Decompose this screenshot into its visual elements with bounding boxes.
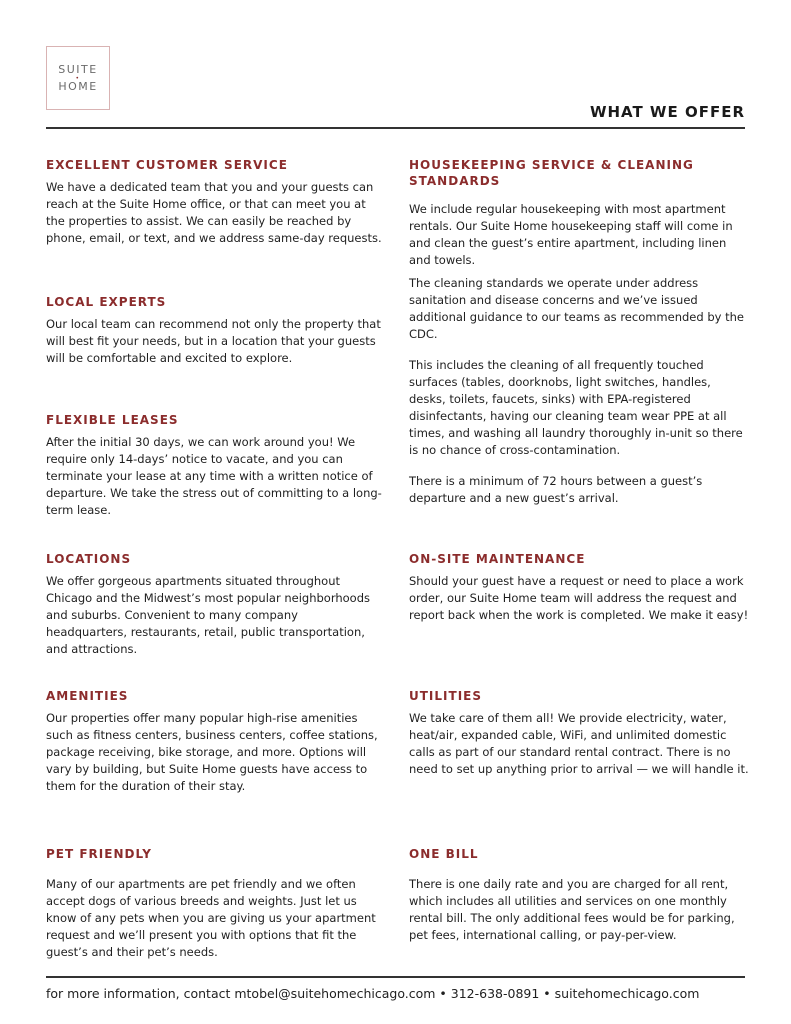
header-divider: [46, 127, 745, 129]
section-heading: AMENITIES: [46, 689, 129, 703]
section-body: We take care of them all! We provide electricity, water, heat/air, expanded cable, WiFi, and unlimited domestic calls as part of our standard rental contract. There is no need to set up anything prior to arrival — we will handle it.: [409, 711, 749, 776]
section-heading: FLEXIBLE LEASES: [46, 413, 179, 427]
section-body: We have a dedicated team that you and your guests can reach at the Suite Home office, or that can meet you at the properties to assist. We can easily be reached by phone, email, or text, and we address same-day requests.: [46, 180, 382, 245]
section-flexible-leases: [46, 412, 382, 525]
section-heading: PET FRIENDLY: [46, 847, 152, 861]
section-body: Should your guest have a request or need to place a work order, our Suite Home team will address the request and report back when the work is completed. We make it easy!: [409, 574, 749, 622]
section-body: There is a minimum of 72 hours between a guest’s departure and a new guest’s arrival.: [409, 474, 703, 505]
section-pet-friendly: [46, 846, 382, 967]
section-heading: LOCAL EXPERTS: [46, 295, 167, 309]
section-local-experts: [46, 294, 382, 373]
section-body: There is one daily rate and you are charged for all rent, which includes all utilities and services on one monthly rental bill. The only additional fees would be for parking, pet fees, international calling, or pay-per-view.: [409, 877, 735, 942]
section-body: The cleaning standards we operate under address sanitation and disease concerns and we’ve issued additional guidance to our teams as recommended by the CDC.: [409, 276, 744, 341]
section-heading: ON-SITE MAINTENANCE: [409, 552, 586, 566]
section-heading: HOUSEKEEPING SERVICE & CLEANING STANDARDS: [409, 158, 694, 188]
section-utilities: [409, 688, 749, 784]
footer-divider: [46, 976, 745, 978]
logo-text-bottom: HOME: [58, 79, 98, 93]
section-body: Many of our apartments are pet friendly and we often accept dogs of various breeds and weights. Just let us know of any pets when you are giving us your apartment request and we’ll present you with options that fit the guest’s and their pet’s needs.: [46, 877, 376, 959]
section-locations: [46, 551, 382, 664]
logo-dot: •: [75, 74, 81, 82]
section-body: We include regular housekeeping with most apartment rentals. Our Suite Home housekeeping staff will come in and clean the guest’s entire apartment, including linen and towels.: [409, 202, 733, 267]
footer-contact-info: for more information, contact mtobel@suitehomechicago.com • 312-638-0891 • suitehomechicago.com: [46, 986, 700, 1001]
section-body: Our local team can recommend not only the property that will best fit your needs, but in a location that your guests will be comfortable and excited to explore.: [46, 317, 381, 365]
section-heading: EXCELLENT CUSTOMER SERVICE: [46, 158, 288, 172]
section-housekeeping: [409, 157, 749, 513]
section-heading: LOCATIONS: [46, 552, 132, 566]
section-body: This includes the cleaning of all frequently touched surfaces (tables, doorknobs, light switches, handles, desks, toilets, faucets, sinks) with EPA-registered disinfectants, having our cleaning team wear PPE at all times, and washing all laundry thoroughly in-unit so there is no chance of cross-contamination.: [409, 358, 743, 457]
section-heading: UTILITIES: [409, 689, 482, 703]
section-on-site-maintenance: [409, 551, 749, 630]
section-amenities: [46, 688, 382, 801]
page-title: WHAT WE OFFER: [589, 103, 745, 121]
suite-home-logo: [46, 46, 110, 110]
section-customer-service: [46, 157, 382, 253]
section-one-bill: [409, 846, 749, 950]
section-body: Our properties offer many popular high-rise amenities such as fitness centers, business centers, coffee stations, package receiving, bike storage, and more. Options will vary by building, but Suite Home guests have access to them for the duration of their stay.: [46, 711, 378, 793]
section-body: We offer gorgeous apartments situated throughout Chicago and the Midwest’s most popular neighborhoods and suburbs. Convenient to many company headquarters, restaurants, retail, public transportation, and attractions.: [46, 574, 370, 656]
section-body: After the initial 30 days, we can work around you! We require only 14-days’ notice to vacate, and you can terminate your lease at any time with a written notice of departure. We take the stress out of committing to a long-term lease.: [46, 435, 382, 517]
section-heading: ONE BILL: [409, 847, 479, 861]
logo-text-top: SUITE: [58, 62, 98, 76]
